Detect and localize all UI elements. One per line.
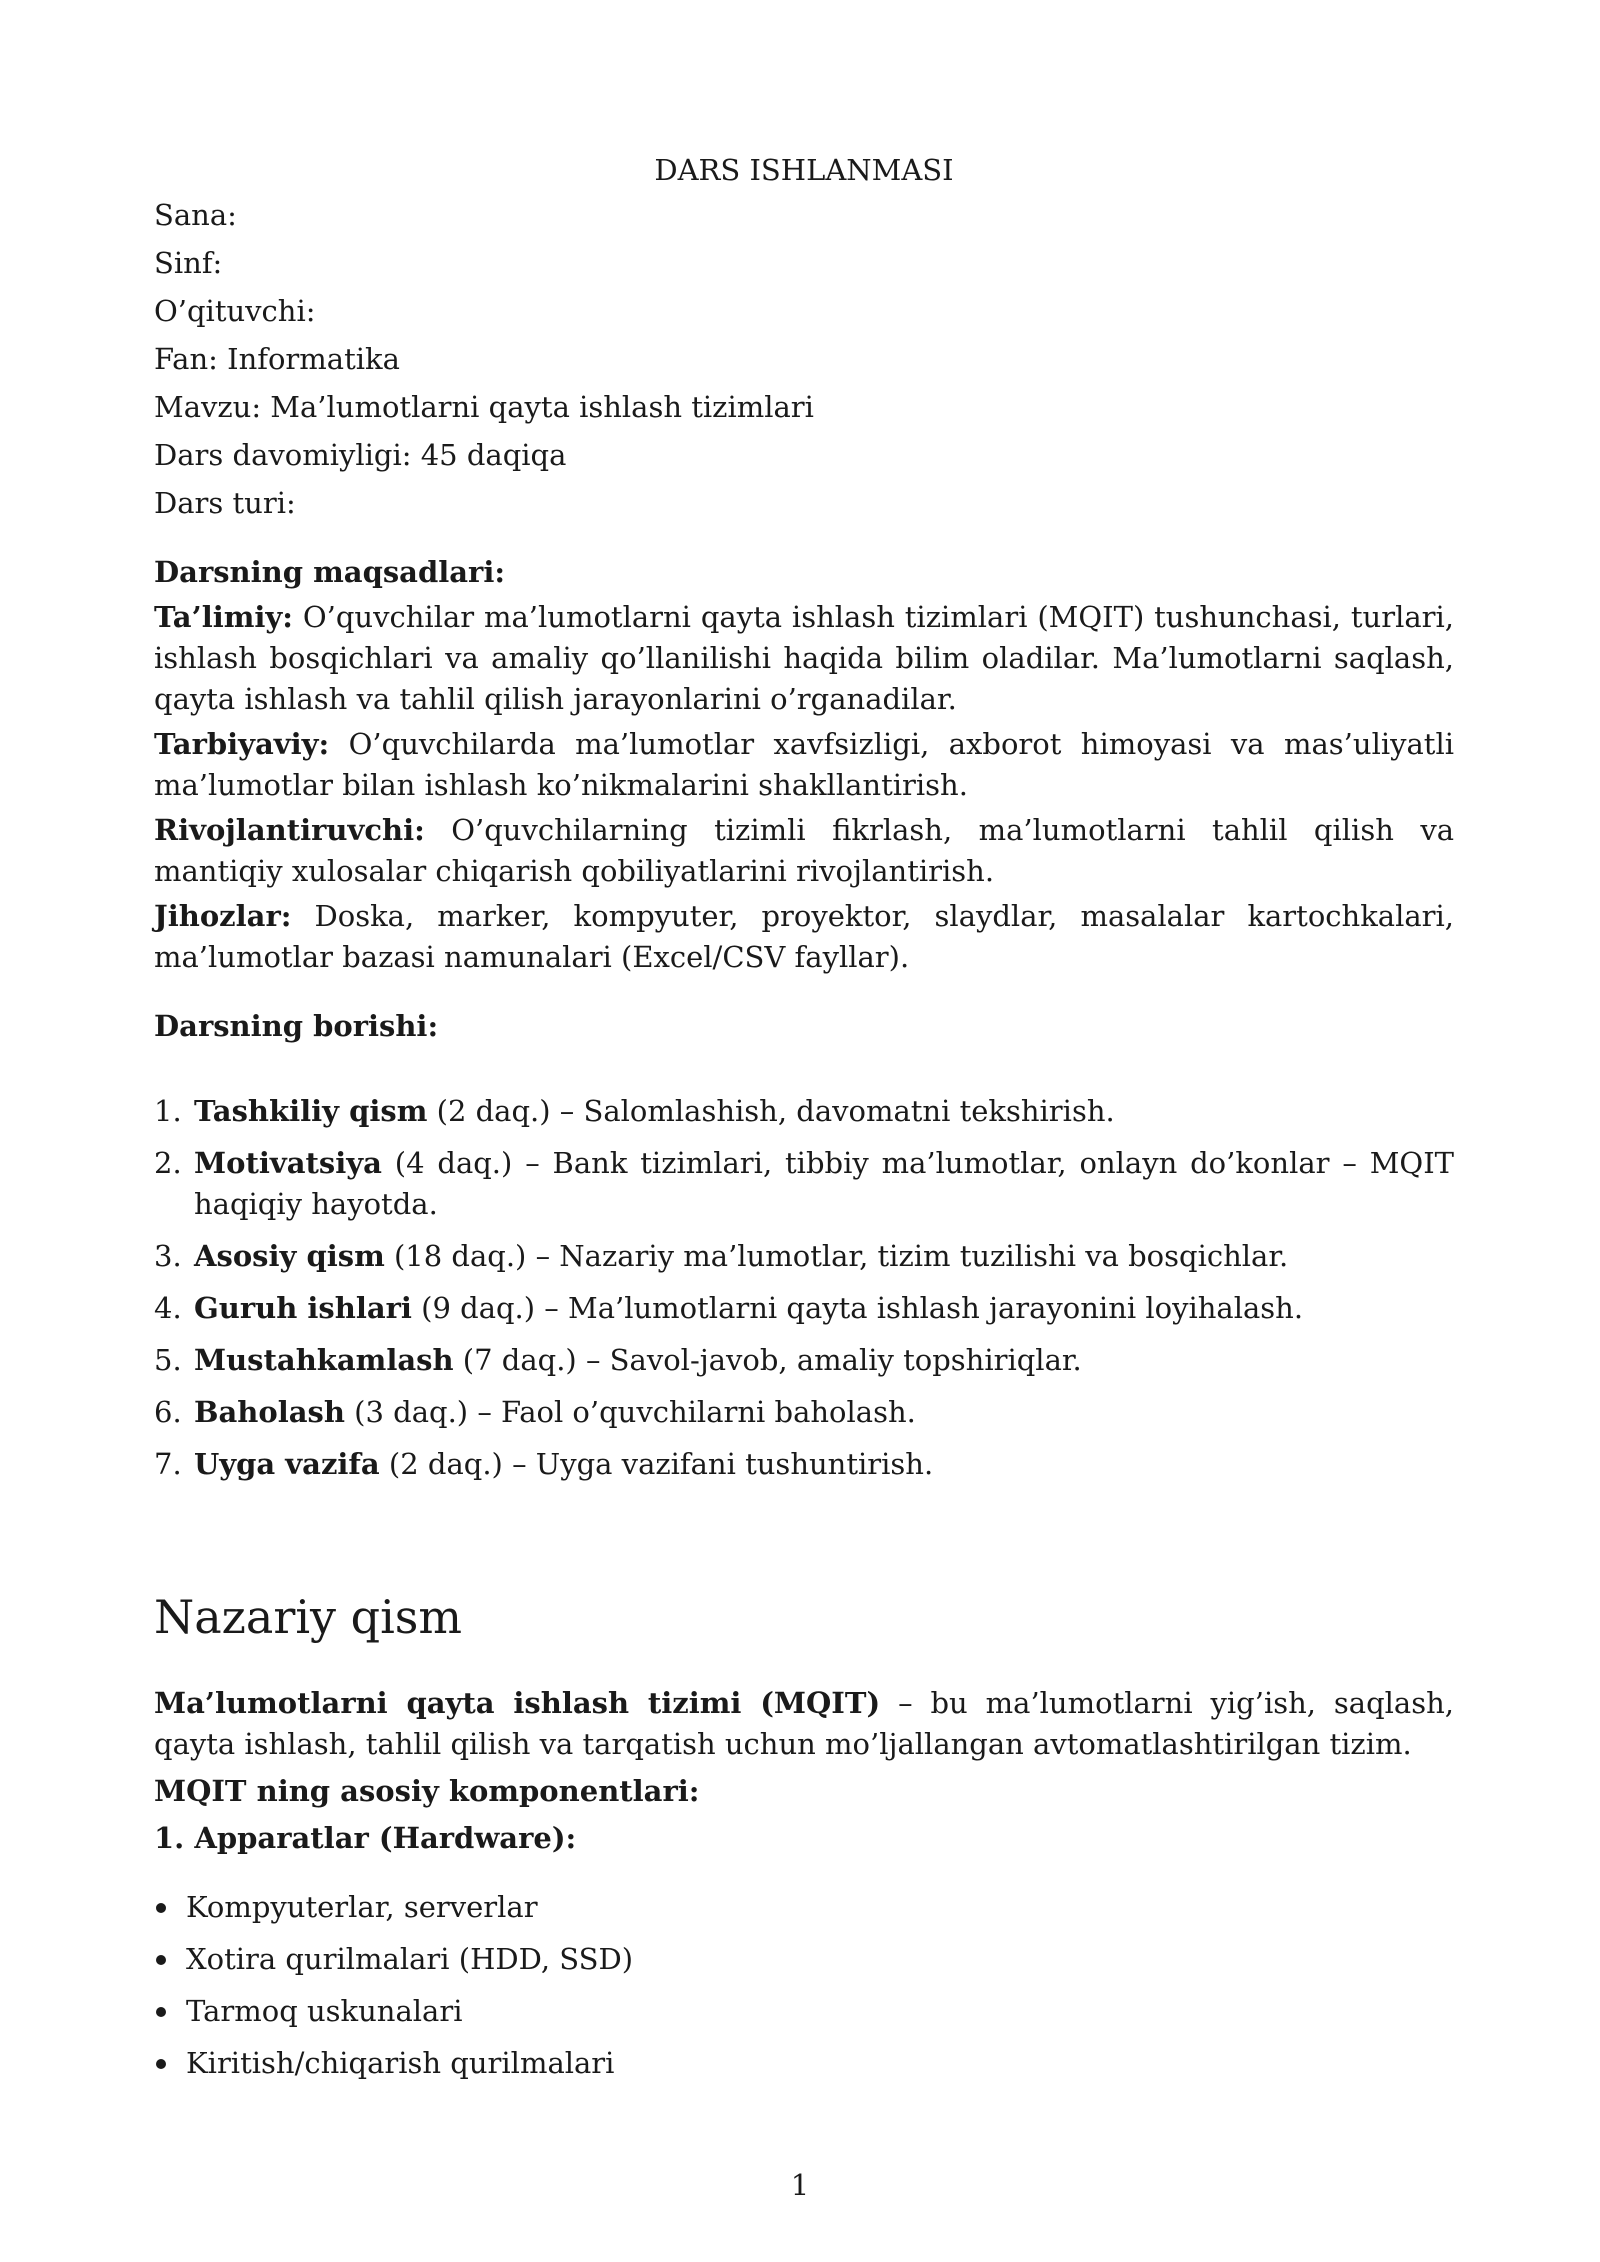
list-item <box>154 1091 1454 1132</box>
equipment-paragraph <box>154 896 1454 978</box>
step-text: (4 daq.) – Bank tizimlari, tibbiy ma’lumotlar, onlayn do’konlar – MQIT haqiqiy hayotda. <box>194 1146 1454 1221</box>
step-name: Guruh ishlari <box>194 1291 412 1325</box>
field-topic: Mavzu: Ma’lumotlarni qayta ishlash tizimlari <box>154 390 814 424</box>
field-lesson-type: Dars turi: <box>154 486 296 520</box>
goal-upbringing-label: Tarbiyaviy: <box>154 727 330 761</box>
step-number: 5. <box>154 1343 182 1377</box>
equipment-label: Jihozlar: <box>154 899 292 933</box>
field-class: Sinf: <box>154 246 223 280</box>
step-number: 7. <box>154 1447 182 1481</box>
step-number: 2. <box>154 1146 182 1180</box>
list-item <box>154 1143 1454 1225</box>
definition-term: Ma’lumotlarni qayta ishlash tizimi (MQIT) <box>154 1686 881 1720</box>
page-number: 1 <box>790 2168 810 2202</box>
field-duration: Dars davomiyligi: 45 daqiqa <box>154 438 567 472</box>
step-text: (9 daq.) – Ma’lumotlarni qayta ishlash jarayonini loyihalash. <box>411 1291 1304 1325</box>
list-item: Kiritish/chiqarish qurilmalari <box>154 2043 1454 2084</box>
hardware-list <box>154 1887 1454 2084</box>
step-text: (7 daq.) – Savol-javob, amaliy topshiriqlar. <box>453 1343 1082 1377</box>
list-item <box>154 1288 1454 1329</box>
equipment-text: Doska, marker, kompyuter, proyektor, slaydlar, masalalar kartochkalari, ma’lumotlar bazasi namunalari (Excel/CSV fayllar). <box>154 899 1454 974</box>
step-text: (2 daq.) – Salomlashish, davomatni tekshirish. <box>427 1094 1115 1128</box>
goal-developmental <box>154 810 1454 892</box>
goals-heading: Darsning maqsadlari: <box>154 555 506 589</box>
goal-educational-text: O’quvchilar ma’lumotlarni qayta ishlash tizimlari (MQIT) tushunchasi, turlari, ishlash bosqichlari va amaliy qo’llanilishi haqida bilim oladilar. Ma’lumotlarni saqlash, qayta ishlash va tahlil qilish jarayonlarini o’rganadilar. <box>154 600 1454 716</box>
components-heading: MQIT ning asosiy komponentlari: <box>154 1774 700 1808</box>
progress-heading: Darsning borishi: <box>154 1009 439 1043</box>
goal-developmental-label: Rivojlantiruvchi: <box>154 813 425 847</box>
field-subject: Fan: Informatika <box>154 342 400 376</box>
lesson-fields <box>154 195 1454 524</box>
section-title-theory: Nazariy qism <box>154 1590 463 1644</box>
step-number: 3. <box>154 1239 182 1273</box>
list-item: Xotira qurilmalari (HDD, SSD) <box>154 1939 1454 1980</box>
step-text: (3 daq.) – Faol o’quvchilarni baholash. <box>344 1395 916 1429</box>
step-text: (2 daq.) – Uyga vazifani tushuntirish. <box>379 1447 934 1481</box>
list-item <box>154 1236 1454 1277</box>
step-name: Mustahkamlash <box>194 1343 454 1377</box>
lesson-steps-list <box>154 1091 1454 1485</box>
definition-text: – bu ma’lumotlarni yig’ish, saqlash, qayta ishlash, tahlil qilish va tarqatish uchun mo’ljallangan avtomatlashtirilgan tizim. <box>154 1686 1454 1761</box>
goal-educational <box>154 597 1454 720</box>
goal-educational-label: Ta’limiy: <box>154 600 293 634</box>
step-text: (18 daq.) – Nazariy ma’lumotlar, tizim tuzilishi va bosqichlar. <box>384 1239 1289 1273</box>
goal-upbringing-text: O’quvchilarda ma’lumotlar xavfsizligi, axborot himoyasi va mas’uliyatli ma’lumotlar bilan ishlash ko’nikmalarini shakllantirish. <box>154 727 1454 802</box>
goal-developmental-text: O’quvchilarning tizimli fikrlash, ma’lumotlarni tahlil qilish va mantiqiy xulosalar chiqarish qobiliyatlarini rivojlantirish. <box>154 813 1454 888</box>
hardware-heading: 1. Apparatlar (Hardware): <box>154 1821 577 1855</box>
step-name: Motivatsiya <box>194 1146 382 1180</box>
step-number: 1. <box>154 1094 182 1128</box>
step-number: 4. <box>154 1291 182 1325</box>
step-name: Asosiy qism <box>194 1239 385 1273</box>
document-title: DARS ISHLANMASI <box>654 153 954 187</box>
goal-upbringing <box>154 724 1454 806</box>
step-number: 6. <box>154 1395 182 1429</box>
step-name: Uyga vazifa <box>194 1447 380 1481</box>
step-name: Tashkiliy qism <box>194 1094 428 1128</box>
list-item: Tarmoq uskunalari <box>154 1991 1454 2032</box>
field-date: Sana: <box>154 198 237 232</box>
field-teacher: O’qituvchi: <box>154 294 316 328</box>
document-page <box>154 150 1454 2095</box>
mqit-definition <box>154 1683 1454 1765</box>
list-item: Kompyuterlar, serverlar <box>154 1887 1454 1928</box>
list-item <box>154 1340 1454 1381</box>
list-item <box>154 1392 1454 1433</box>
step-name: Baholash <box>194 1395 345 1429</box>
list-item <box>154 1444 1454 1485</box>
